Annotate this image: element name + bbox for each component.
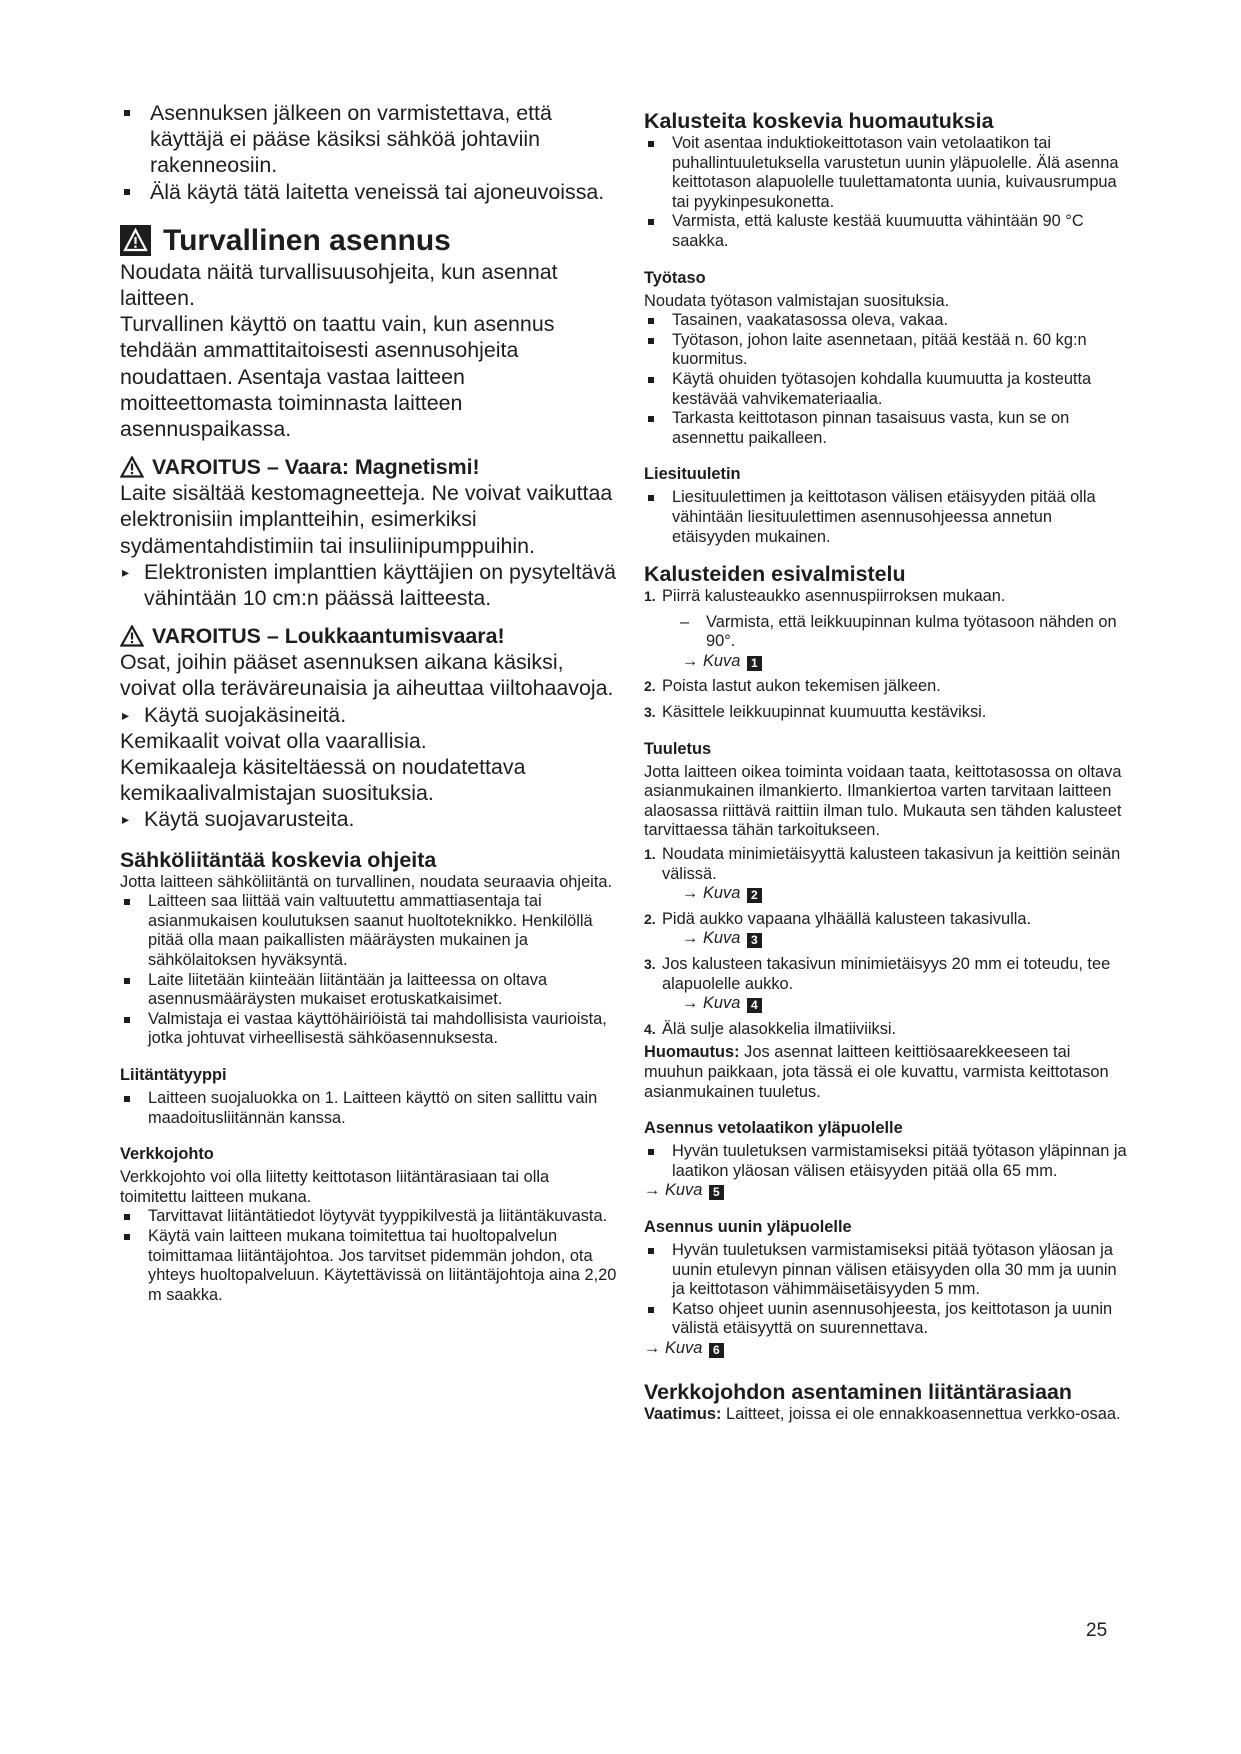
left-column xyxy=(120,100,618,1305)
furniture-notes-bullets xyxy=(644,134,1132,252)
figure-label: Kuva xyxy=(702,994,741,1013)
step-number: 1. xyxy=(644,588,656,605)
list-item: Käytä ohuiden työtasojen kohdalla kuumuutta ja kosteutta kestävää vahvikemateriaalia. xyxy=(644,370,1132,409)
figure-label: Kuva xyxy=(702,651,741,670)
drawer-install-bullets xyxy=(644,1142,1132,1181)
arrow-right-icon: → xyxy=(682,884,699,903)
step-number: 1. xyxy=(644,846,656,863)
worktop-heading: Työtaso xyxy=(644,268,706,287)
list-item: Varmista, että kaluste kestää kuumuutta vähintään 90 °C saakka. xyxy=(644,212,1132,251)
warning-magnetism-text: Laite sisältää kestomagneetteja. Ne voivat vaikuttaa elektronisiin implantteihin, esimerkiksi sydämentahdistimiin tai insuliinipumppuihin. xyxy=(120,481,613,558)
figure-label: Kuva xyxy=(664,1338,703,1357)
step-item: ▸ Elektronisten implanttien käyttäjien on pysyteltävä vähintään 10 cm:n päässä laitteesta. xyxy=(120,559,618,611)
step-text: Pidä aukko vapaana ylhäällä kalusteen takasivulla. xyxy=(662,909,1032,928)
figure-reference xyxy=(644,1181,1132,1201)
figure-number-badge: 4 xyxy=(747,998,762,1013)
step-text: Käsittele leikkuupinnat kuumuutta kestäviksi. xyxy=(662,703,987,722)
figure-number-badge: 5 xyxy=(709,1185,724,1200)
warning-injury-heading xyxy=(120,623,618,649)
figure-number-badge: 1 xyxy=(747,656,762,671)
worktop-intro: Noudata työtason valmistajan suosituksia. xyxy=(644,291,950,310)
power-cord-bullets xyxy=(120,1207,618,1305)
hood-heading: Liesituuletin xyxy=(644,465,741,484)
step-text: Jos kalusteen takasivun minimietäisyys 20 mm ei toteudu, tee alapuolelle aukko. xyxy=(662,955,1111,993)
warning-injury-steps-2 xyxy=(120,806,618,832)
step-item xyxy=(644,677,1132,697)
step-text: Poista lastut aukon tekemisen jälkeen. xyxy=(662,677,941,696)
preparation-steps xyxy=(644,587,1132,723)
step-item xyxy=(644,703,1132,723)
figure-number-badge: 2 xyxy=(747,888,762,903)
electrical-heading: Sähköliitäntää koskevia ohjeita xyxy=(120,847,437,872)
step-item: ▸ Käytä suojavarusteita. xyxy=(120,806,618,832)
requirement-body: Laitteet, joissa ei ole ennakkoasennettua verkko-osaa. xyxy=(721,1404,1121,1423)
warning-injury-title: VAROITUS – Loukkaantumisvaara! xyxy=(152,624,505,649)
intro-bullets xyxy=(120,100,618,205)
step-substep: – Varmista, että leikkuupinnan kulma työtasoon nähden on 90°. xyxy=(662,613,1132,652)
page-number: 25 xyxy=(1086,1620,1108,1641)
preparation-heading: Kalusteiden esivalmistelu xyxy=(644,562,906,587)
oven-install-bullets xyxy=(644,1241,1132,1339)
warning-injury-steps-1 xyxy=(120,702,618,728)
arrow-right-icon: → xyxy=(682,929,699,948)
oven-install-heading: Asennus uunin yläpuolelle xyxy=(644,1217,852,1236)
list-item: Voit asentaa induktiokeittotason vain vetolaatikon tai puhallintuuletuksella varustetun uunin yläpuolelle. Älä asenna keittotason alapuolelle tuulettamatonta uunia, kuivausrumpua tai pyykinpesukonetta. xyxy=(644,134,1132,212)
warning-injury-text-1: Osat, joihin pääset asennuksen aikana käsiksi, voivat olla teräväreunaisia ja aiheuttaa viiltohaavoja. xyxy=(120,650,614,701)
note-label: Huomautus: xyxy=(644,1043,740,1062)
figure-number-badge: 3 xyxy=(747,933,762,948)
drawer-install-heading: Asennus vetolaatikon yläpuolelle xyxy=(644,1119,903,1138)
safe-install-title: Turvallinen asennus xyxy=(163,223,451,257)
list-item: Hyvän tuuletuksen varmistamiseksi pitää työtason yläosan ja uunin etulevyn pinnan välisen etäisyyden olla 30 mm ja uunin ja keittotason vähimmäisetäisyyden 5 mm. xyxy=(644,1241,1132,1300)
step-number: 3. xyxy=(644,956,656,972)
step-text: Noudata minimietäisyyttä kalusteen takasivun ja keittiön seinän välissä. xyxy=(662,845,1121,883)
warning-magnetism-steps xyxy=(120,559,618,611)
arrow-right-icon: → xyxy=(644,1338,661,1357)
list-item: Tasainen, vaakatasossa oleva, vakaa. xyxy=(644,311,1132,331)
figure-reference xyxy=(662,884,1132,904)
ventilation-steps xyxy=(644,845,1132,1039)
step-text: Älä sulje alasokkelia ilmatiiviiksi. xyxy=(662,1019,897,1038)
step-number: 2. xyxy=(644,678,656,695)
power-cord-heading: Verkkojohto xyxy=(120,1145,214,1164)
list-item: Asennuksen jälkeen on varmistettava, että käyttäjä ei pääse käsiksi sähköä johtaviin rakenneosiin. xyxy=(120,100,618,179)
note-text: Jos asennat laitteen keittiösaarekkeeseen tai muuhun paikkaan, jota tässä ei ole kuvattu, varmista keittotason asianmukainen tuuletus. xyxy=(644,1043,1109,1101)
warning-triangle-icon xyxy=(120,625,144,647)
figure-label: Kuva xyxy=(702,929,741,948)
warning-injury-text-2: Kemikaalit voivat olla vaarallisia. xyxy=(120,728,427,753)
figure-reference xyxy=(662,652,1132,672)
electrical-bullets xyxy=(120,892,618,1049)
worktop-bullets xyxy=(644,311,1132,448)
connection-type-bullets xyxy=(120,1089,618,1128)
list-item: Katso ohjeet uunin asennusohjeesta, jos keittotason ja uunin välistä etäisyyttä on suurennettava. xyxy=(644,1300,1132,1339)
power-cord-intro: Verkkojohto voi olla liitetty keittotason liitäntärasiaan tai olla toimitettu laitteen mukana. xyxy=(120,1168,550,1206)
requirement-text xyxy=(644,1405,1132,1425)
list-item: Käytä vain laitteen mukana toimitettua tai huoltopalvelun toimittamaa liitäntäjohtoa. Jos tarvitset pidemmän johdon, ota yhteys huoltopalveluun. Käytettävissä on liitäntäjohtoja aina 2,20 m saakka. xyxy=(120,1227,618,1305)
list-item: Älä käytä tätä laitetta veneissä tai ajoneuvoissa. xyxy=(120,179,618,205)
furniture-notes-heading: Kalusteita koskevia huomautuksia xyxy=(644,109,994,133)
electrical-intro: Jotta laitteen sähköliitäntä on turvallinen, noudata seuraavia ohjeita. xyxy=(120,872,613,891)
junction-box-heading: Verkkojohdon asentaminen liitäntärasiaan xyxy=(644,1379,1072,1404)
arrow-right-icon: → xyxy=(682,994,699,1013)
figure-reference xyxy=(644,1339,1132,1359)
step-item xyxy=(644,1020,1132,1040)
figure-label: Kuva xyxy=(664,1181,703,1200)
arrow-right-icon: → xyxy=(644,1181,661,1200)
list-item: Laitteen saa liittää vain valtuutettu ammattiasentaja tai asianmukaisen koulutuksen saanut huoltoteknikko. Henkilöllä pitää olla maan paikallisten määräysten mukainen ja sähkölaitoksen hyväksyntä. xyxy=(120,892,618,970)
connection-type-heading: Liitäntätyyppi xyxy=(120,1066,227,1085)
warning-injury-text-3: Kemikaaleja käsiteltäessä on noudatettava kemikaalivalmistajan suosituksia. xyxy=(120,755,526,806)
list-item: Työtason, johon laite asennetaan, pitää kestää n. 60 kg:n kuormitus. xyxy=(644,331,1132,370)
step-item xyxy=(644,955,1132,1014)
safe-paragraph-1: Noudata näitä turvallisuusohjeita, kun asennat laitteen. xyxy=(120,259,558,311)
ventilation-note xyxy=(644,1043,1132,1102)
warning-box-icon xyxy=(120,225,151,256)
list-item: Tarkasta keittotason pinnan tasaisuus vasta, kun se on asennettu paikalleen. xyxy=(644,409,1132,448)
step-item xyxy=(644,845,1132,904)
warning-magnetism-title: VAROITUS – Vaara: Magnetismi! xyxy=(152,455,480,480)
figure-number-badge: 6 xyxy=(709,1343,724,1358)
figure-reference xyxy=(662,929,1132,949)
step-number: 3. xyxy=(644,704,656,721)
warning-magnetism-heading xyxy=(120,454,618,480)
right-column xyxy=(644,100,1132,1424)
step-number: 4. xyxy=(644,1020,656,1037)
warning-triangle-icon xyxy=(120,456,144,478)
step-item: ▸ Käytä suojakäsineitä. xyxy=(120,702,618,728)
step-text: Piirrä kalusteaukko asennuspiirroksen mukaan. xyxy=(662,587,1006,606)
step-item xyxy=(644,587,1132,671)
figure-label: Kuva xyxy=(702,884,741,903)
arrow-right-icon: → xyxy=(682,651,699,670)
step-number: 2. xyxy=(644,910,656,927)
ventilation-intro: Jotta laitteen oikea toiminta voidaan taata, keittotasossa on oltava asianmukainen ilmankierto. Ilmankiertoa varten tarvitaan laitteen alaosassa riittävä raittiin ilman tulo. Mukauta sen tähden kalusteet tarvittaessa tähän tarkoitukseen. xyxy=(644,762,1122,840)
safe-paragraph-2: Turvallinen käyttö on taattu vain, kun asennus tehdään ammattitaitoisesti asennusohjeita noudattaen. Asentaja vastaa laitteen moitteettomasta toiminnasta laitteen asennuspaikassa. xyxy=(120,312,555,442)
list-item: Tarvittavat liitäntätiedot löytyvät tyyppikilvestä ja liitäntäkuvasta. xyxy=(120,1207,618,1227)
list-item: Laitteen suojaluokka on 1. Laitteen käyttö on siten sallittu vain maadoitusliitännän kanssa. xyxy=(120,1089,618,1128)
hood-bullets xyxy=(644,488,1132,547)
safe-install-heading xyxy=(120,223,618,259)
list-item: Valmistaja ei vastaa käyttöhäiriöistä tai mahdollisista vaurioista, jotka johtuvat virheellisestä sähköasennuksesta. xyxy=(120,1010,618,1049)
step-item xyxy=(644,910,1132,949)
list-item: Liesituulettimen ja keittotason välisen etäisyyden pitää olla vähintään liesituulettimen asennusohjeessa annetun etäisyyden mukainen. xyxy=(644,488,1132,547)
list-item: Hyvän tuuletuksen varmistamiseksi pitää työtason yläpinnan ja laatikon yläosan välisen etäisyyden pitää olla 65 mm. xyxy=(644,1142,1132,1181)
figure-reference xyxy=(662,994,1132,1014)
requirement-label: Vaatimus: xyxy=(644,1404,722,1423)
ventilation-heading: Tuuletus xyxy=(644,739,712,758)
list-item: Laite liitetään kiinteään liitäntään ja laitteessa on oltava asennusmääräysten mukaiset erotuskatkaisimet. xyxy=(120,971,618,1010)
